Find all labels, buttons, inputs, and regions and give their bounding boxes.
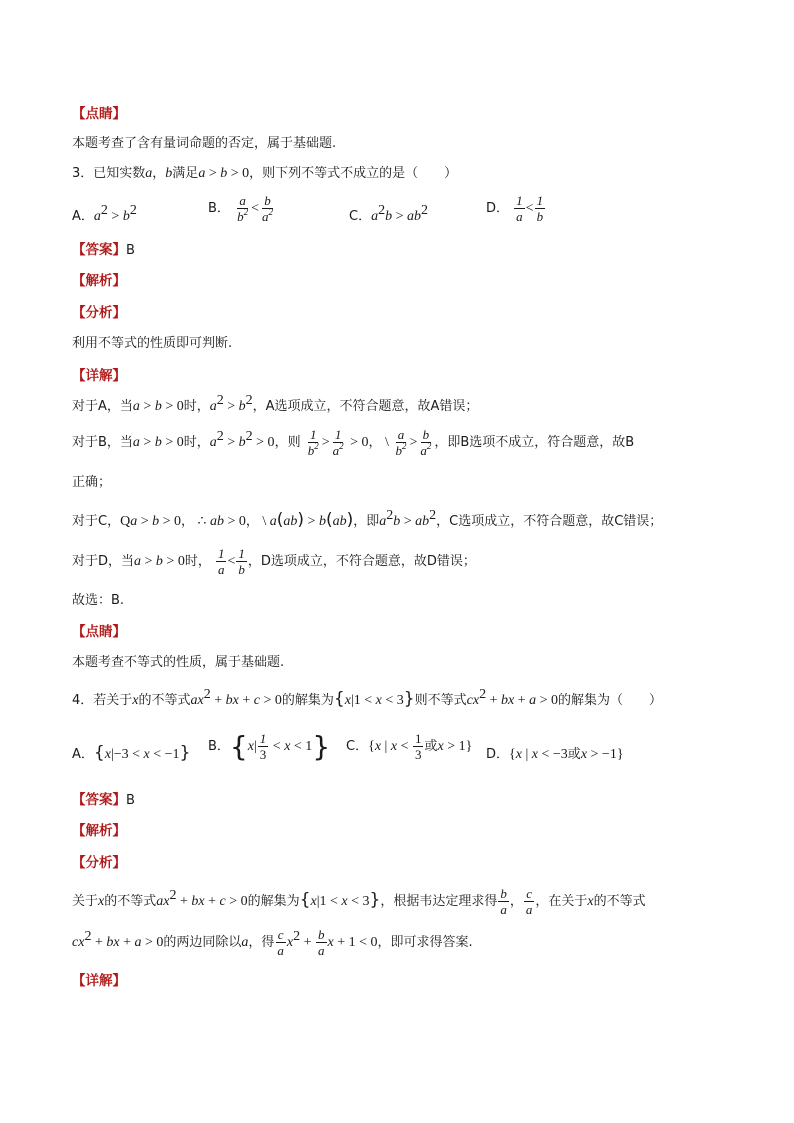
- answer-value: B: [126, 793, 135, 808]
- q4-fenxi-line1: 关于x的不等式$ax^2$ + bx + c > 0的解集为{x|1 < x < 3}，根据韦达定理求得 $\frac{b}{a}$ ， $\frac{c}{a}$ ，在关于x的不等式: [72, 886, 646, 917]
- q3-detail-c: 对于C，Qa > b > 0， ∴ ab > 0， \ a(ab) > b(ab)，即$a^2b > ab^2$，C选项成立，不符合题意，故C错误；: [72, 508, 663, 530]
- q4-fenxi-tag: 【分析】: [72, 855, 126, 871]
- q3-review-text: 本题考查不等式的性质，属于基础题.: [72, 655, 285, 670]
- q3-jiexi-tag: 【解析】: [72, 273, 126, 289]
- q3-detail-b-cont: 正确；: [72, 475, 112, 490]
- review-tag-prev: 【点睛】: [72, 106, 126, 122]
- q3-xiangjie-tag: 【详解】: [72, 368, 126, 384]
- q3-option-d[interactable]: D． $\frac{1}{a}$ < $\frac{1}{b}$: [486, 193, 544, 224]
- q3-conclusion: 故选：B.: [72, 593, 125, 608]
- answer-value: B: [126, 243, 135, 258]
- q3-stem: 3．已知实数a，b满足a > b > 0，则下列不等式不成立的是（ ）: [72, 166, 458, 181]
- q4-option-b[interactable]: B．{x| $\frac{1}{3}$ < x < 1}: [208, 730, 331, 763]
- q4-option-a[interactable]: A．{x|−3 < x < −1}: [72, 743, 191, 763]
- q4-stem: 4．若关于x的不等式$ax^2$ + bx + c > 0的解集为{x|1 < x < 3}则不等式$cx^2$ + bx + a > 0的解集为（ ）: [72, 687, 663, 709]
- answer-tag: 【答案】: [72, 792, 126, 808]
- q3-option-a[interactable]: A．$a^2 > b^2$: [72, 203, 137, 224]
- q3-detail-b: 对于B，当a > b > 0时，$a^2 > b^2 > 0$，则 $\frac{1}{b^2}$ > $\frac{1}{a^2}$ > 0， \ $\frac{a}{b^2}$ > $\frac{b}{a^2}$ ，即B选项不成立，符合题意，故B: [72, 427, 635, 458]
- q4-option-c[interactable]: C．{x | x < $\frac{1}{3}$ 或x > 1}: [346, 731, 473, 762]
- answer-tag: 【答案】: [72, 242, 126, 258]
- q3-fenxi-tag: 【分析】: [72, 305, 126, 321]
- q4-fenxi-line2: $cx^2$ + bx + a > 0的两边同除以a，得 $\frac{c}{a}$ $x^2$ + $\frac{b}{a}$ x + 1 < 0，即可求得答案.: [72, 927, 473, 958]
- q4-xiangjie-tag: 【详解】: [72, 973, 126, 989]
- q3-answer: [72, 241, 135, 260]
- q3-detail-d: 对于D，当a > b > 0时， $\frac{1}{a}$ < $\frac{1}{b}$ ，D选项成立，不符合题意，故D错误；: [72, 546, 476, 577]
- q3-review-tag: 【点睛】: [72, 624, 126, 640]
- q3-option-c[interactable]: C．$a^2b > ab^2$: [349, 203, 428, 224]
- q3-fenxi-text: 利用不等式的性质即可判断.: [72, 336, 233, 351]
- review-text-prev: 本题考查了含有量词命题的否定，属于基础题.: [72, 136, 337, 151]
- q4-jiexi-tag: 【解析】: [72, 823, 126, 839]
- q3-detail-a: 对于A，当a > b > 0时，$a^2 > b^2$，A选项成立，不符合题意，故A错误；: [72, 393, 479, 414]
- q3-option-b[interactable]: B． $\frac{a}{b^2}$ < $\frac{b}{a^2}$: [208, 193, 273, 224]
- q4-answer: [72, 791, 135, 810]
- q4-option-d[interactable]: D．{x | x < −3或x > −1}: [486, 747, 624, 762]
